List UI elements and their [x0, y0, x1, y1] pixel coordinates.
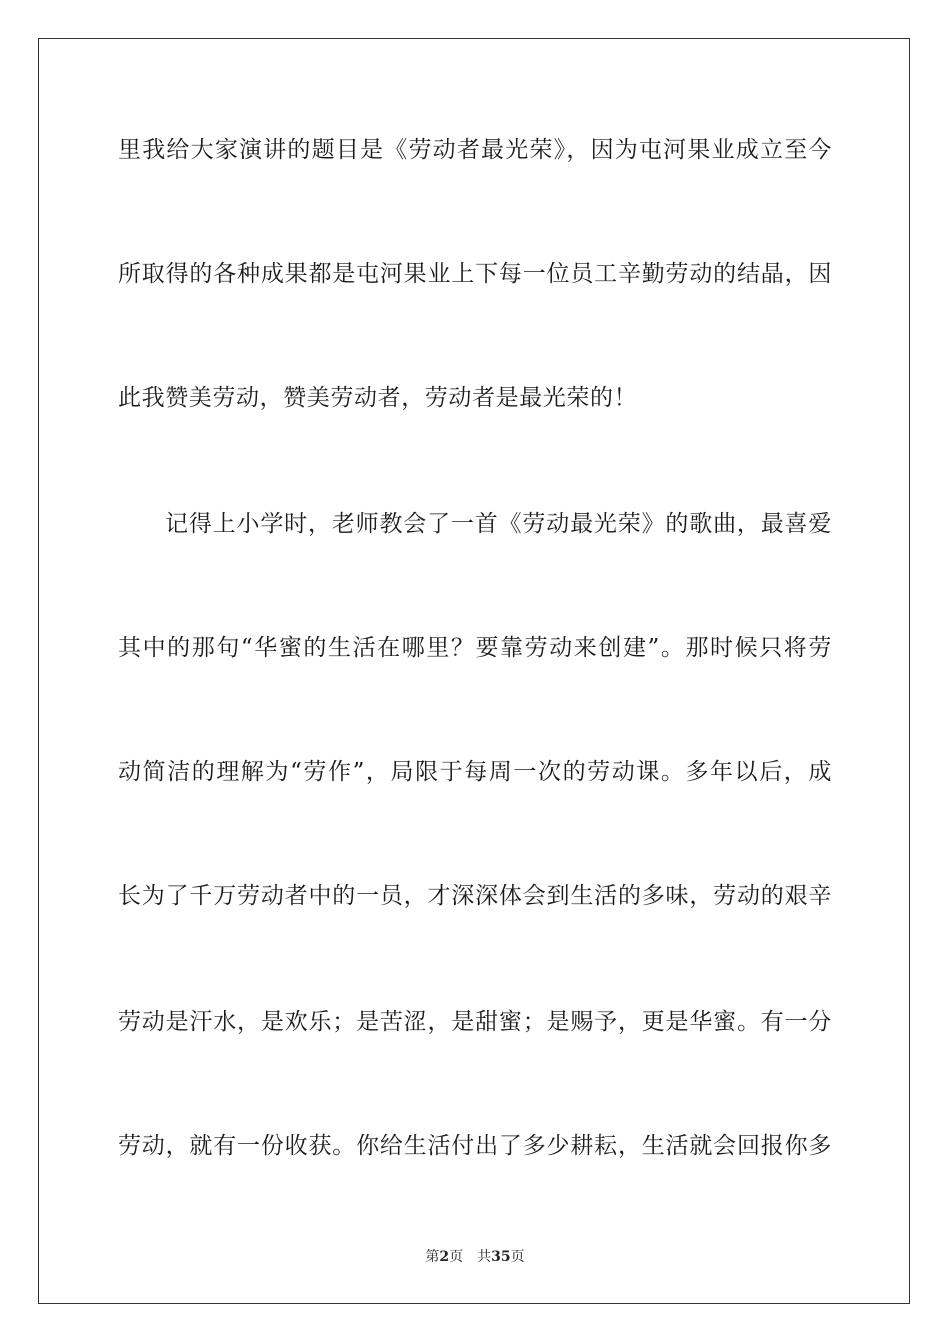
text-line-5: 其中的那句“华蜜的生活在哪里？要靠劳动来创建”。那时候只将劳	[118, 635, 832, 661]
page-number-prefix: 第	[425, 1249, 440, 1265]
page-number-suffix: 页	[449, 1249, 464, 1265]
total-pages-suffix: 页	[510, 1249, 525, 1265]
text-line-6: 动简洁的理解为“劳作”，局限于每周一次的劳动课。多年以后，成	[118, 759, 832, 785]
page-footer	[0, 1248, 950, 1266]
text-line-7: 长为了千万劳动者中的一员，才深深体会到生活的多味，劳动的艰辛	[118, 883, 832, 909]
page-number: 2	[439, 1249, 450, 1265]
total-pages: 35	[491, 1249, 511, 1265]
text-line-9: 劳动，就有一份收获。你给生活付出了多少耕耘，生活就会回报你多	[118, 1133, 832, 1159]
text-line-4: 记得上小学时，老师教会了一首《劳动最光荣》的歌曲，最喜爱	[165, 511, 832, 537]
page-border	[38, 38, 910, 1304]
text-line-1: 里我给大家演讲的题目是《劳动者最光荣》，因为屯河果业成立至今	[118, 137, 832, 163]
text-line-8: 劳动是汗水，是欢乐；是苦涩，是甜蜜；是赐予，更是华蜜。有一分	[118, 1009, 832, 1035]
text-line-2: 所取得的各种成果都是屯河果业上下每一位员工辛勤劳动的结晶，因	[118, 261, 832, 287]
total-pages-prefix: 共	[477, 1249, 492, 1265]
text-line-3: 此我赞美劳动，赞美劳动者，劳动者是最光荣的！	[118, 385, 638, 411]
